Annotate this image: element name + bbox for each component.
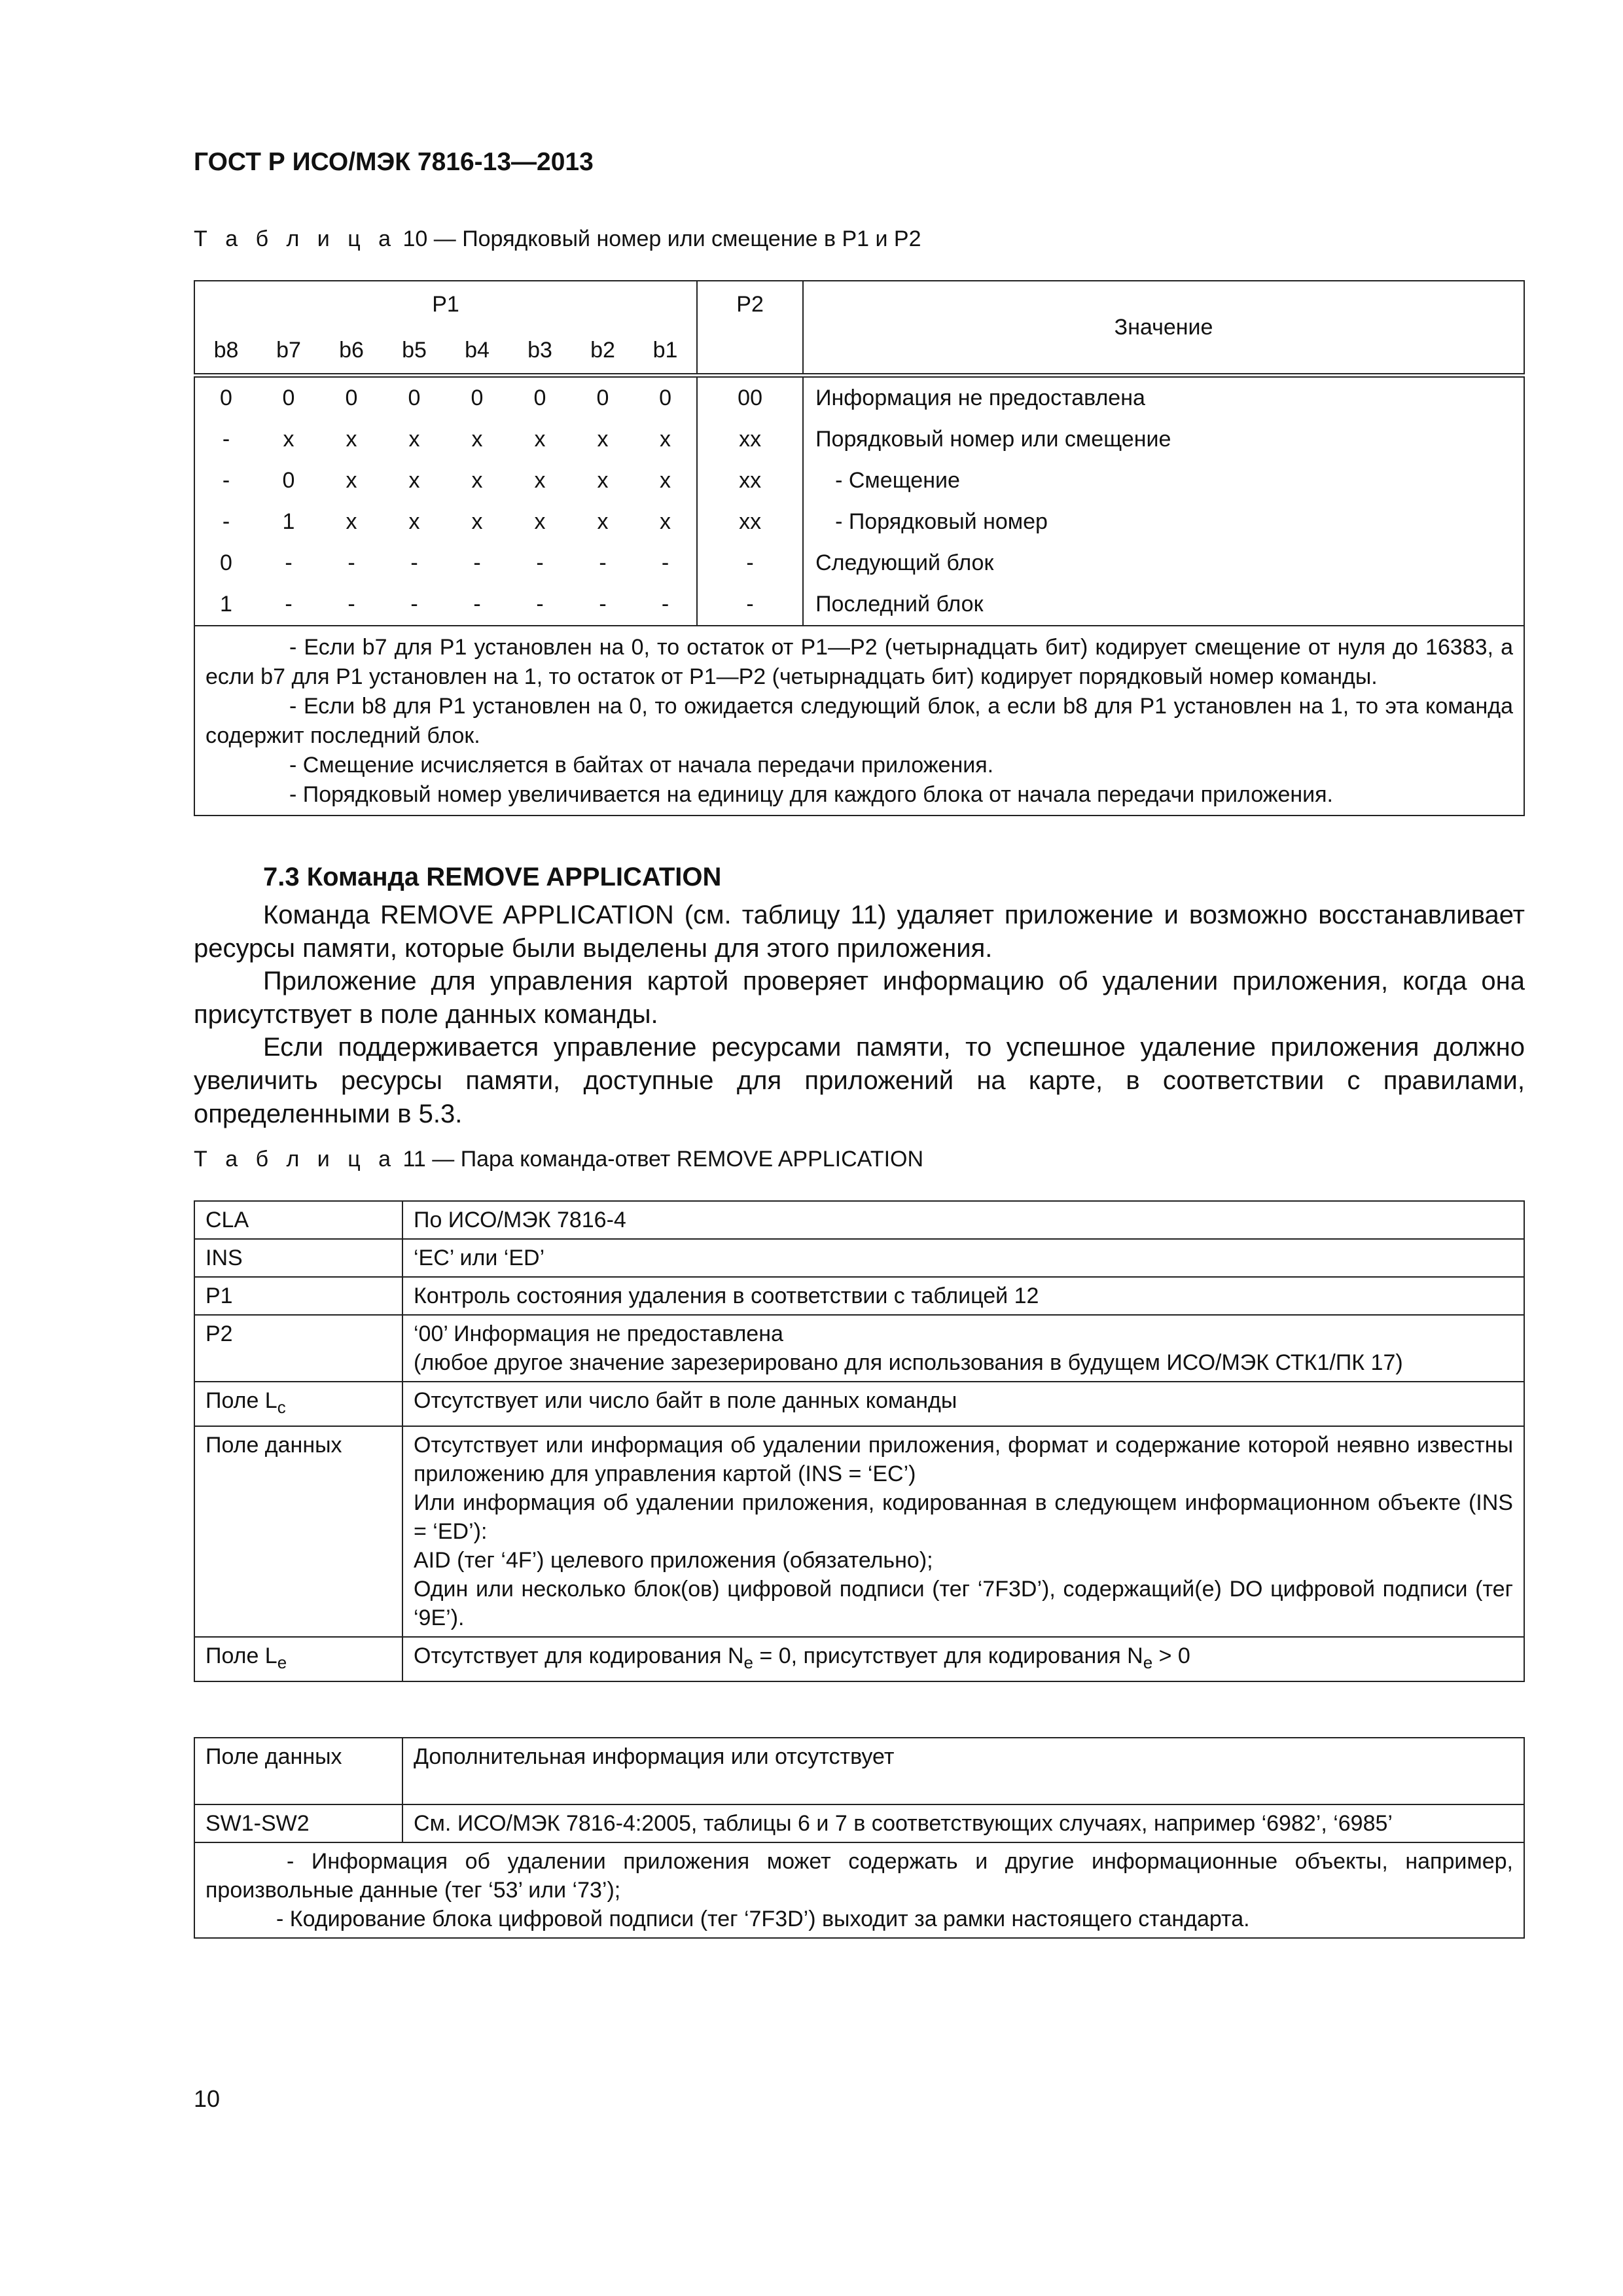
bit-cell: x bbox=[346, 468, 357, 493]
bit-cell: x bbox=[346, 427, 357, 452]
bit-cell: x bbox=[597, 427, 609, 452]
row-key: CLA bbox=[194, 1201, 402, 1239]
bit-cell: - bbox=[599, 592, 607, 617]
meaning-cell: - Порядковый номер bbox=[803, 501, 1524, 543]
bit-cell: 0 bbox=[571, 376, 634, 420]
table10-p2-header-empty bbox=[697, 327, 803, 376]
p2-cell: xx bbox=[697, 460, 803, 501]
bit-cell: x bbox=[534, 509, 546, 534]
table10-caption bbox=[194, 226, 921, 252]
response-table bbox=[194, 1737, 1525, 1939]
bit-cell: x bbox=[471, 509, 483, 534]
table-row bbox=[194, 419, 1524, 460]
bit-cell: - bbox=[410, 550, 418, 575]
row-value: Контроль состояния удаления в соответствии с таблицей 12 bbox=[402, 1277, 1524, 1315]
table10-note-3: - Смещение исчисляется в байтах от начала передачи приложения. bbox=[289, 753, 994, 778]
row-key-subscript: e bbox=[277, 1653, 287, 1672]
row-key-text: Поле L bbox=[205, 1388, 277, 1413]
bit-cell: - bbox=[473, 550, 481, 575]
table-row bbox=[194, 1201, 1524, 1239]
bit-cell: x bbox=[408, 509, 420, 534]
meaning-cell: Следующий блок bbox=[803, 543, 1524, 584]
bit-cell: 0 bbox=[282, 468, 295, 493]
p2-cell: - bbox=[697, 543, 803, 584]
section-title: 7.3 Команда REMOVE APPLICATION bbox=[263, 863, 722, 891]
table11-caption-prefix: Т а б л и ц а bbox=[194, 1147, 397, 1172]
table-row bbox=[194, 1277, 1524, 1315]
row-value-line: ‘00’ Информация не предоставлена bbox=[414, 1321, 783, 1346]
meaning-cell: Порядковый номер или смещение bbox=[803, 419, 1524, 460]
paragraph-3 bbox=[194, 1031, 1525, 1131]
bit-cell: - bbox=[348, 550, 355, 575]
table-row bbox=[194, 376, 1524, 420]
bit-cell: x bbox=[597, 468, 609, 493]
row-key-text: Поле L bbox=[205, 1643, 277, 1668]
table11-caption-title: 11 — Пара команда-ответ REMOVE APPLICATION bbox=[402, 1147, 924, 1172]
bit-cell: 0 bbox=[446, 376, 508, 420]
bit-header-b5: b5 bbox=[402, 337, 427, 363]
bit-header-b8: b8 bbox=[194, 327, 257, 376]
table-row bbox=[194, 584, 1524, 626]
bit-cell: 1 bbox=[282, 509, 295, 534]
row-key bbox=[194, 1382, 402, 1426]
table10-note-4: - Порядковый номер увеличивается на единицу для каждого блока от начала передачи приложения. bbox=[289, 782, 1333, 807]
table10-meaning-header: Значение bbox=[803, 281, 1524, 376]
bit-cell: x bbox=[534, 468, 546, 493]
bit-header-b1: b1 bbox=[634, 327, 697, 376]
table-row bbox=[194, 1637, 1524, 1681]
bit-cell: - bbox=[194, 460, 257, 501]
table-row bbox=[194, 1315, 1524, 1382]
bit-cell: x bbox=[634, 460, 697, 501]
row-value bbox=[402, 1315, 1524, 1382]
row-value-part: = 0, присутствует для кодирования N bbox=[753, 1643, 1143, 1668]
bit-cell: 0 bbox=[194, 543, 257, 584]
row-key: INS bbox=[194, 1239, 402, 1277]
row-value: Отсутствует или число байт в поле данных команды bbox=[402, 1382, 1524, 1426]
table10-p2-header: P2 bbox=[697, 281, 803, 327]
table10-p1-header: P1 bbox=[194, 281, 697, 327]
paragraph-3-text: Если поддерживается управление ресурсами памяти, то успешное удаление приложения должно увеличить ресурсы памяти, доступные для приложений на карте, в соответствии с правилами, определенными в 5.3. bbox=[194, 1033, 1525, 1128]
row-value: ‘EC’ или ‘ED’ bbox=[402, 1239, 1524, 1277]
row-value-part: Отсутствует для кодирования N bbox=[414, 1643, 744, 1668]
response-note-2: - Кодирование блока цифровой подписи (тег ‘7F3D’) выходит за рамки настоящего стандарта. bbox=[276, 1907, 1250, 1931]
bit-header-b2: b2 bbox=[590, 337, 615, 363]
row-value bbox=[402, 1426, 1524, 1637]
bit-cell: 0 bbox=[383, 376, 446, 420]
row-key: SW1-SW2 bbox=[194, 1804, 402, 1842]
table-row bbox=[194, 460, 1524, 501]
bit-cell: 0 bbox=[320, 376, 383, 420]
table-row bbox=[194, 1738, 1524, 1804]
table10-caption-title: 10 — Порядковый номер или смещение в P1 и P2 bbox=[402, 226, 921, 251]
table10-note-1: - Если b7 для P1 установлен на 0, то остаток от P1—P2 (четырнадцать бит) кодирует смещение от нуля до 16383, а если b7 для P1 установлен на 1, то остаток от P1—P2 (четырнадцать бит) кодирует порядковый номер команды. bbox=[205, 635, 1513, 689]
bit-cell: x bbox=[346, 509, 357, 534]
bit-cell: 0 bbox=[194, 376, 257, 420]
row-value-line: (любое другое значение зарезерировано для использования в будущем ИСО/МЭК СТК1/ПК 17) bbox=[414, 1350, 1403, 1375]
row-key: P1 bbox=[194, 1277, 402, 1315]
page-number: 10 bbox=[194, 2085, 221, 2112]
bit-header-b7: b7 bbox=[276, 337, 301, 363]
paragraph-2 bbox=[194, 965, 1525, 1031]
table10-notes-row bbox=[194, 626, 1524, 816]
bit-cell: x bbox=[534, 427, 546, 452]
table10-caption-prefix: Т а б л и ц а bbox=[194, 226, 397, 251]
bit-cell: x bbox=[471, 427, 483, 452]
bit-cell: - bbox=[348, 592, 355, 617]
meaning-cell: Последний блок bbox=[803, 584, 1524, 626]
meaning-cell: - Смещение bbox=[803, 460, 1524, 501]
table-row bbox=[194, 1382, 1524, 1426]
row-key: Поле данных bbox=[194, 1738, 402, 1804]
bit-cell: - bbox=[473, 592, 481, 617]
bit-cell: x bbox=[471, 468, 483, 493]
row-key: P2 bbox=[194, 1315, 402, 1382]
bit-header-b3: b3 bbox=[527, 337, 552, 363]
row-value-subscript: e bbox=[743, 1653, 753, 1672]
table10-notes bbox=[194, 626, 1524, 816]
p2-cell: 00 bbox=[697, 376, 803, 420]
row-value bbox=[402, 1637, 1524, 1681]
row-key bbox=[194, 1637, 402, 1681]
row-value: По ИСО/МЭК 7816-4 bbox=[402, 1201, 1524, 1239]
meaning-cell: Информация не предоставлена bbox=[803, 376, 1524, 420]
p2-cell: xx bbox=[697, 419, 803, 460]
bit-cell: - bbox=[634, 584, 697, 626]
bit-cell: - bbox=[194, 501, 257, 543]
response-table-notes bbox=[194, 1842, 1524, 1938]
row-key: Поле данных bbox=[194, 1426, 402, 1637]
row-key-subscript: c bbox=[277, 1397, 286, 1417]
table11 bbox=[194, 1200, 1525, 1682]
bit-cell: x bbox=[597, 509, 609, 534]
document-header: ГОСТ Р ИСО/МЭК 7816-13—2013 bbox=[194, 148, 594, 176]
bit-cell: - bbox=[536, 592, 544, 617]
table-row bbox=[194, 1842, 1524, 1938]
row-value: Дополнительная информация или отсутствует bbox=[402, 1738, 1524, 1804]
table10-header-row-1 bbox=[194, 281, 1524, 327]
p2-cell: xx bbox=[697, 501, 803, 543]
bit-cell: x bbox=[408, 427, 420, 452]
table-row bbox=[194, 1426, 1524, 1637]
bit-cell: x bbox=[634, 419, 697, 460]
paragraph-1 bbox=[194, 899, 1525, 965]
p2-cell: - bbox=[697, 584, 803, 626]
table-row bbox=[194, 1804, 1524, 1842]
paragraph-2-text: Приложение для управления картой проверяет информацию об удалении приложения, когда она присутствует в поле данных команды. bbox=[194, 967, 1525, 1029]
bit-header-b6: b6 bbox=[339, 337, 364, 363]
bit-cell: - bbox=[536, 550, 544, 575]
row-value-part: > 0 bbox=[1152, 1643, 1190, 1668]
paragraph-1-text: Команда REMOVE APPLICATION (см. таблицу 11) удаляет приложение и возможно восстанавливает ресурсы памяти, которые были выделены для этого приложения. bbox=[194, 901, 1525, 963]
bit-cell: - bbox=[285, 550, 293, 575]
bit-cell: x bbox=[408, 468, 420, 493]
table-row bbox=[194, 543, 1524, 584]
response-note-1: - Информация об удалении приложения может содержать и другие информационные объекты, например, произвольные данные (тег ‘53’ или ‘73’); bbox=[205, 1849, 1513, 1903]
table-row bbox=[194, 501, 1524, 543]
bit-cell: 1 bbox=[194, 584, 257, 626]
row-value: См. ИСО/МЭК 7816-4:2005, таблицы 6 и 7 в соответствующих случаях, например ‘6982’, ‘6985’ bbox=[402, 1804, 1524, 1842]
bit-cell: - bbox=[285, 592, 293, 617]
row-value-line: AID (тег ‘4F’) целевого приложения (обязательно); bbox=[414, 1548, 933, 1573]
row-value-line: Один или несколько блок(ов) цифровой подписи (тег ‘7F3D’), содержащий(е) DO цифровой подписи (тег ‘9E’). bbox=[414, 1577, 1513, 1630]
table10 bbox=[194, 280, 1525, 816]
table-row bbox=[194, 1239, 1524, 1277]
table10-note-2: - Если b8 для P1 установлен на 0, то ожидается следующий блок, а если b8 для P1 установлен на 1, то эта команда содержит последний блок. bbox=[205, 694, 1513, 748]
bit-header-b4: b4 bbox=[465, 337, 490, 363]
bit-cell: - bbox=[410, 592, 418, 617]
bit-cell: - bbox=[634, 543, 697, 584]
table11-caption bbox=[194, 1147, 923, 1172]
bit-cell: x bbox=[634, 501, 697, 543]
bit-cell: 0 bbox=[257, 376, 320, 420]
row-value-line: Или информация об удалении приложения, кодированная в следующем информационном объекте (INS = ‘ED’): bbox=[414, 1490, 1513, 1544]
row-value-line: Отсутствует или информация об удалении приложения, формат и содержание которой неявно известны приложению для управления картой (INS = ‘EC’) bbox=[414, 1433, 1513, 1486]
bit-cell: 0 bbox=[508, 376, 571, 420]
bit-cell: - bbox=[599, 550, 607, 575]
row-value-subscript: e bbox=[1143, 1653, 1153, 1672]
bit-cell: 0 bbox=[634, 376, 697, 420]
bit-cell: x bbox=[283, 427, 294, 452]
bit-cell: - bbox=[194, 419, 257, 460]
